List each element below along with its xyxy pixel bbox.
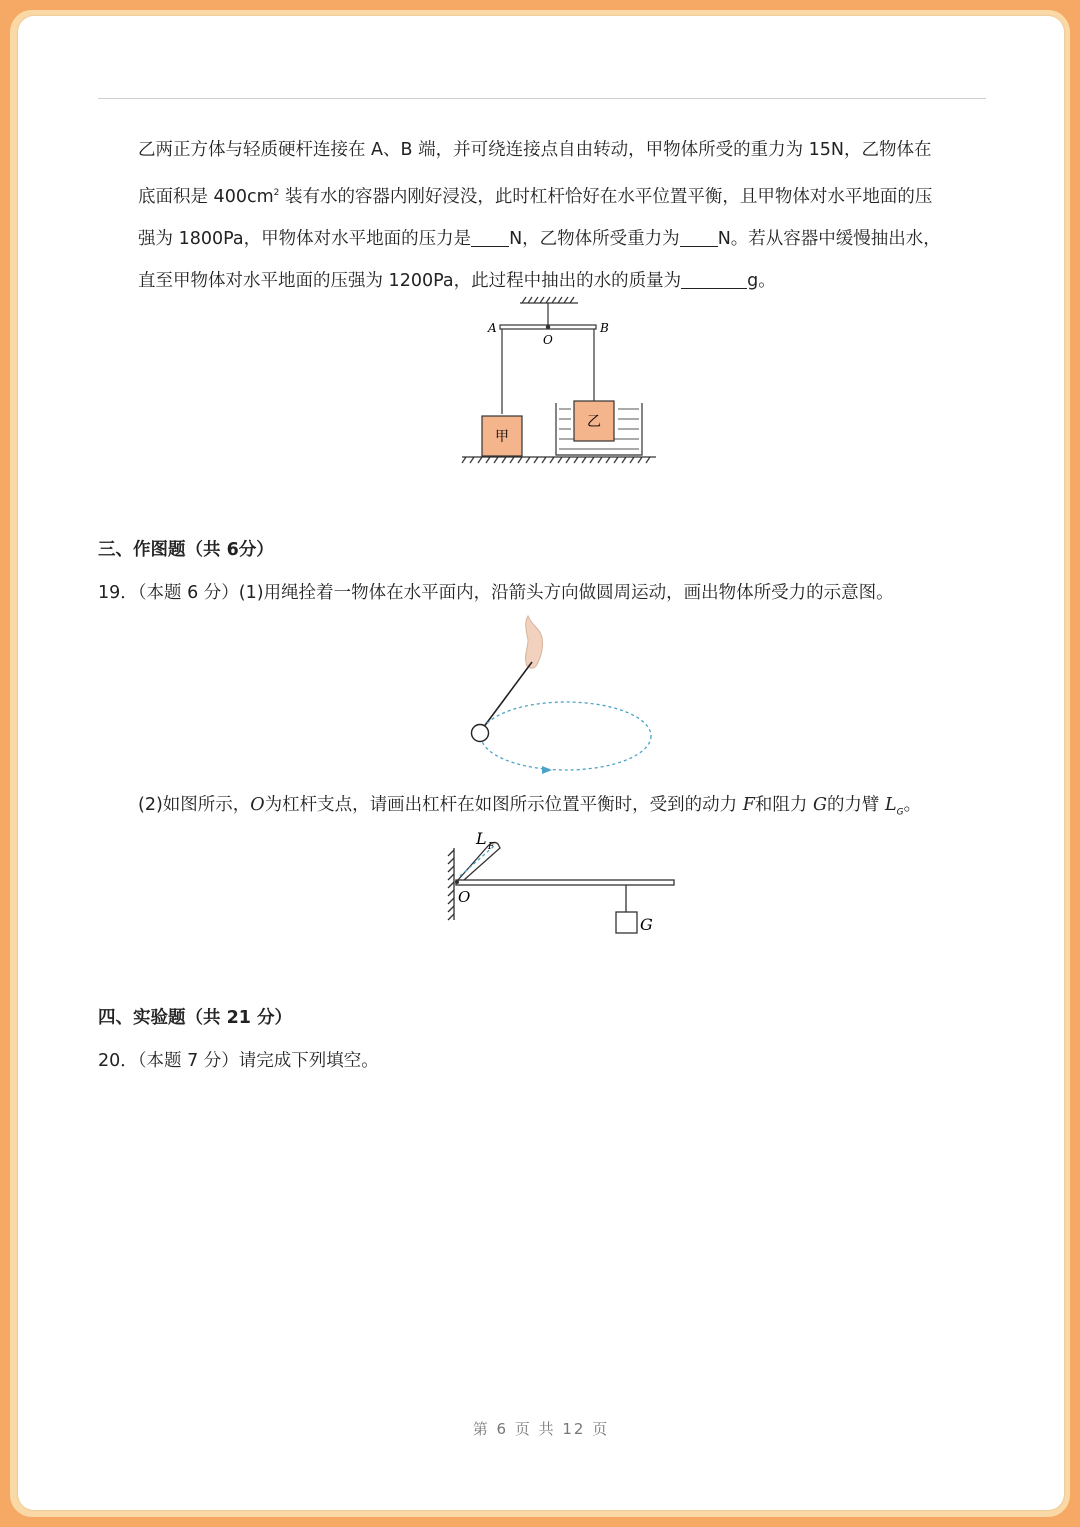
circular-path: [481, 702, 651, 770]
label-g: G: [640, 915, 653, 934]
label-o2: O: [458, 888, 471, 906]
direction-arrow-icon: [542, 766, 552, 774]
question-19-text: 19．（本题 6 分）(1)用绳拴着一物体在水平面内，沿箭头方向做圆周运动，画出物体所受力的示意图。: [98, 583, 894, 603]
section-3-heading: 三、作图题（共 6分）: [98, 540, 274, 560]
block-yi-label: 乙: [587, 414, 601, 430]
question-19-part-2: (2)如图所示，O为杠杆支点，请画出杠杆在如图所示位置平衡时，受到的动力 F和阻力 G的力臂 $L_G$。: [138, 795, 922, 818]
q18-line-3: 强为 1800Pa，甲物体对水平地面的压力是 N，乙物体所受重力为 N。若从容器中缓慢抽出水，: [138, 218, 998, 261]
question-20-text: 20．（本题 7 分）请完成下列填空。: [98, 1051, 379, 1071]
wall-hatch: [448, 850, 454, 920]
q18-line-2: 底面积是 $400cm^2$ 装有水的容器内刚好浸没，此时杠杆恰好在水平位置平衡，且甲物体对水平地面的压: [138, 186, 933, 207]
answer-blank-2[interactable]: [680, 226, 718, 247]
object-ball: [472, 725, 489, 742]
header-rule: [98, 98, 986, 99]
label-lf: L: [476, 829, 487, 848]
section-4-heading: 四、实验题（共 21 分）: [98, 1008, 293, 1028]
fulcrum-point: [455, 880, 459, 884]
q18-line-1: 乙两正方体与轻质硬杆连接在 A、B 端，并可绕连接点自由转动，甲物体所受的重力为 15N，乙物体在: [138, 140, 932, 160]
weight-block: [616, 912, 637, 933]
answer-blank-1[interactable]: [471, 226, 509, 247]
lever-container-figure: [460, 299, 660, 474]
block-jia-label: 甲: [495, 429, 509, 445]
hand-icon: [525, 616, 542, 668]
document-page: [18, 16, 1064, 1510]
label-b: B: [600, 321, 609, 335]
q18-line-4: 直至甲物体对水平地面的压强为 1200Pa，此过程中抽出的水的质量为 g。: [138, 260, 998, 303]
pivot-point: [546, 325, 550, 329]
label-o: O: [543, 333, 553, 347]
label-lf-sub: F: [488, 842, 495, 852]
circular-motion-figure: [466, 616, 666, 776]
question-18-text: [138, 129, 998, 303]
label-a: A: [488, 321, 497, 335]
rope-line: [483, 662, 532, 728]
answer-blank-3[interactable]: [681, 268, 747, 289]
wall-lever-figure: [444, 824, 684, 934]
horizontal-lever: [456, 880, 674, 885]
ground-hatch: [462, 457, 650, 463]
page-footer: 第 6 页 共 12 页: [472, 1420, 610, 1438]
